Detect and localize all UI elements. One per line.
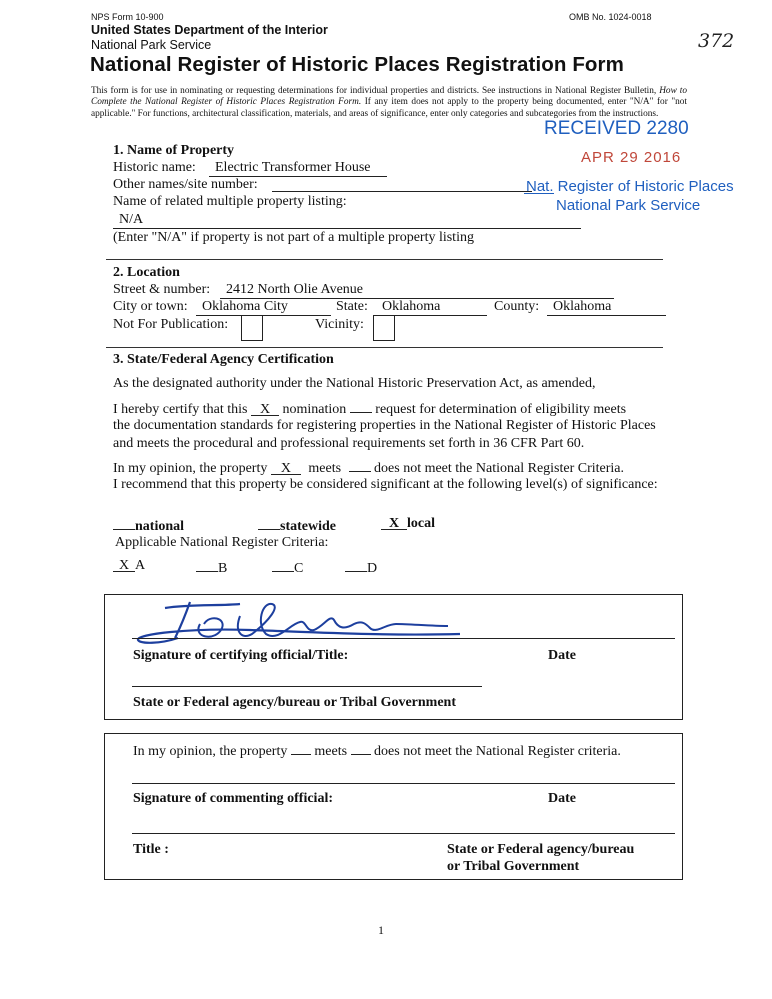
historic-name-value: Electric Transformer House: [215, 160, 371, 175]
nomination-checkbox[interactable]: [251, 402, 279, 416]
criteria-a[interactable]: X A: [113, 558, 145, 574]
date-stamp: APR 29 2016: [581, 149, 682, 166]
not-for-publication-checkbox[interactable]: [241, 315, 263, 341]
recommend-text: I recommend that this property be considered significant at the following level(s) of significance:: [113, 477, 658, 492]
service-stamp: National Park Service: [556, 197, 701, 214]
vicinity-label: Vicinity:: [315, 317, 364, 332]
does-not-meet-checkbox[interactable]: [349, 458, 371, 472]
certify-line: [113, 399, 626, 418]
section-divider: [106, 259, 663, 260]
register-stamp: Nat. Register of Historic Places: [526, 178, 734, 195]
commenting-meets-checkbox[interactable]: [291, 741, 311, 755]
commenting-opinion-line: In my opinion, the property meets does not meet the National Register criteria.: [133, 741, 621, 760]
level-national[interactable]: national: [113, 516, 184, 535]
request-label: request for determination of eligibility meets: [375, 402, 627, 417]
certifying-signature-line: [132, 638, 675, 639]
service-name: National Park Service: [91, 38, 212, 52]
level-local[interactable]: X local: [381, 516, 435, 532]
meets-mark: X: [280, 461, 291, 476]
criteria-d[interactable]: D: [345, 558, 377, 577]
state-label: State:: [336, 299, 368, 314]
omb-number: OMB No. 1024-0018: [569, 12, 652, 22]
commenting-title-label: Title :: [133, 842, 169, 857]
criteria-c[interactable]: C: [272, 558, 303, 577]
section1-heading: 1. Name of Property: [113, 143, 235, 158]
na-note: (Enter "N/A" if property is not part of a multiple property listing: [113, 230, 474, 245]
nomination-mark: X: [259, 402, 271, 417]
form-number: NPS Form 10-900: [91, 12, 164, 22]
handwritten-number: 372: [698, 30, 735, 52]
intro-text: This form is for use in nominating or requesting determinations for individual properties and districts. See instructions in National Register Bulletin, How to Complete the National Register of Historic Places Registration Form. If any item does not apply to the property being documented, enter "N/A" for "not applicable." For functions, architectural classification, materials, and areas of significance, enter only categories and subcategories from the instructions.: [91, 86, 687, 119]
level-statewide[interactable]: statewide: [258, 516, 336, 535]
agency-line: [132, 686, 482, 687]
commenting-title-line: [132, 833, 675, 834]
certify-text: the documentation standards for registering properties in the National Register of Historic Places and meets the procedural and professional requirements set forth in 36 CFR Part 60.: [113, 418, 656, 451]
certify-prefix: I hereby certify that this: [113, 402, 248, 417]
county-label: County:: [494, 299, 540, 314]
county-field[interactable]: [547, 299, 666, 316]
not-for-publication-label: Not For Publication:: [113, 317, 229, 332]
commenting-does-not-meet-checkbox[interactable]: [351, 741, 371, 755]
historic-name-field[interactable]: [209, 160, 387, 177]
opinion-prefix: In my opinion, the property: [113, 461, 268, 476]
certifying-date-label: Date: [548, 648, 576, 663]
related-listing-label: Name of related multiple property listing:: [113, 194, 347, 209]
commenting-agency-line2: or Tribal Government: [447, 859, 580, 874]
request-checkbox[interactable]: [350, 399, 372, 413]
section-divider: [106, 347, 663, 348]
street-value: 2412 North Olie Avenue: [226, 282, 363, 297]
meets-checkbox[interactable]: [271, 461, 301, 475]
related-listing-field[interactable]: [113, 212, 581, 229]
meets-label: meets: [308, 461, 342, 476]
street-field[interactable]: [220, 282, 614, 299]
other-names-label: Other names/site number:: [113, 177, 258, 192]
vicinity-checkbox[interactable]: [373, 315, 395, 341]
does-not-meet-label: does not meet the National Register Criteria.: [374, 461, 625, 476]
section2-heading: 2. Location: [113, 265, 180, 280]
certifying-agency-label: State or Federal agency/bureau or Tribal Government: [133, 695, 457, 710]
page-number: 1: [378, 923, 384, 937]
received-stamp: RECEIVED 2280: [544, 118, 689, 139]
commenting-date-label: Date: [548, 791, 576, 806]
criteria-label: Applicable National Register Criteria:: [115, 535, 329, 550]
department-name: United States Department of the Interior: [91, 23, 328, 37]
page-title: National Register of Historic Places Registration Form: [90, 53, 624, 76]
handwritten-signature: [130, 594, 480, 654]
commenting-signature-label: Signature of commenting official:: [133, 791, 333, 806]
state-value: Oklahoma: [382, 299, 441, 314]
other-names-field[interactable]: [272, 177, 532, 192]
criteria-b[interactable]: B: [196, 558, 227, 577]
street-label: Street & number:: [113, 282, 211, 297]
historic-name-label: Historic name:: [113, 160, 196, 175]
county-value: Oklahoma: [553, 299, 612, 314]
state-field[interactable]: [376, 299, 487, 316]
city-field[interactable]: [196, 299, 331, 316]
commenting-signature-line: [132, 783, 675, 784]
city-value: Oklahoma City: [202, 299, 288, 314]
commenting-agency-line1: State or Federal agency/bureau: [447, 842, 635, 857]
opinion-line: [113, 458, 624, 477]
certifying-signature-label: Signature of certifying official/Title:: [133, 648, 349, 663]
city-label: City or town:: [113, 299, 188, 314]
section3-heading: 3. State/Federal Agency Certification: [113, 352, 334, 367]
related-listing-value: N/A: [119, 212, 144, 227]
nomination-label: nomination: [282, 402, 347, 417]
authority-text: As the designated authority under the National Historic Preservation Act, as amended,: [113, 376, 596, 391]
